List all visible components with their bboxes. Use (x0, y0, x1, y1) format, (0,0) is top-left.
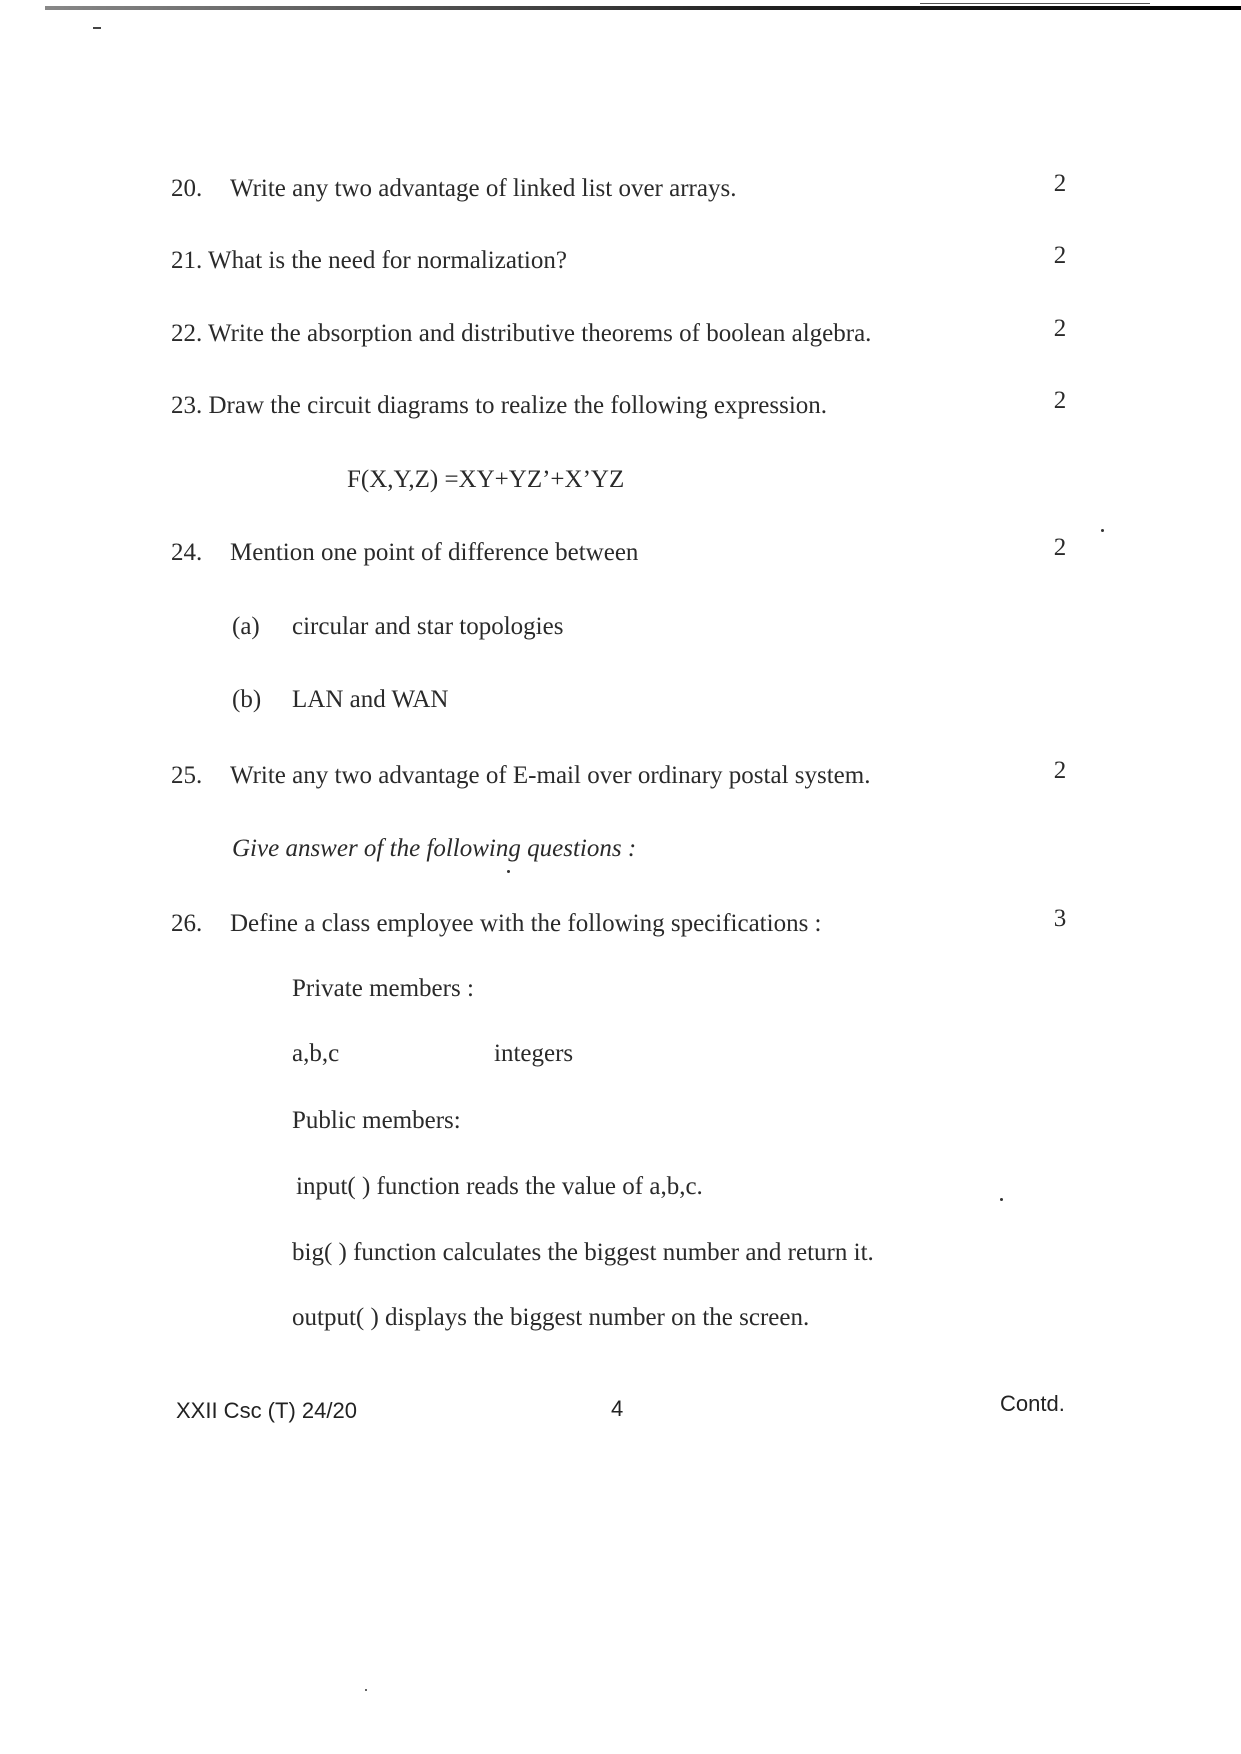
question-text: Mention one point of difference between (230, 539, 639, 566)
private-members-heading: Private members : (292, 975, 474, 1002)
section-instruction: Give answer of the following questions : (232, 835, 637, 862)
question-text: Define a class employee with the following specifications : (230, 910, 822, 937)
top-left-mark (93, 27, 101, 29)
output-function-desc: output( ) displays the biggest number on the screen. (292, 1304, 810, 1331)
private-vars: a,b,c (292, 1040, 340, 1067)
marks: 2 (1053, 387, 1067, 414)
paper-speck (1101, 529, 1104, 532)
continued-label: Contd. (1000, 1391, 1065, 1416)
question-number: 20. (171, 175, 203, 202)
marks: 3 (1053, 905, 1067, 932)
question-23: 23. Draw the circuit diagrams to realize the following expression. (171, 392, 828, 419)
marks: 2 (1053, 757, 1067, 784)
question-number: 24. (171, 539, 203, 566)
marks: 2 (1053, 315, 1067, 342)
sub-part-label: (a) (232, 613, 260, 640)
question-22: 22. Write the absorption and distributive theorems of boolean algebra. (171, 320, 872, 347)
paper-speck (1000, 1198, 1003, 1201)
boolean-expression: F(X,Y,Z) =XY+YZ’+X’YZ (347, 466, 625, 493)
big-function-desc: big( ) function calculates the biggest number and return it. (292, 1239, 874, 1266)
private-type: integers (494, 1040, 574, 1067)
question-number: 26. (171, 910, 203, 937)
paper-code: XXII Csc (T) 24/20 (176, 1398, 357, 1423)
paper-speck (365, 1689, 367, 1691)
top-rule-thin (920, 3, 1150, 4)
input-function-desc: input( ) function reads the value of a,b,c. (296, 1173, 703, 1200)
question-21: 21. What is the need for normalization? (171, 247, 567, 274)
sub-part-text: LAN and WAN (292, 686, 449, 713)
sub-part-label: (b) (232, 686, 262, 713)
page-number: 4 (611, 1396, 624, 1421)
question-text: Write any two advantage of E-mail over ordinary postal system. (230, 762, 871, 789)
public-members-heading: Public members: (292, 1107, 461, 1134)
top-rule (45, 6, 1241, 10)
question-number: 25. (171, 762, 203, 789)
marks: 2 (1053, 170, 1067, 197)
paper-speck (507, 870, 510, 873)
marks: 2 (1053, 534, 1067, 561)
marks: 2 (1053, 242, 1067, 269)
sub-part-text: circular and star topologies (292, 613, 564, 640)
question-text: Write any two advantage of linked list over arrays. (230, 175, 737, 202)
